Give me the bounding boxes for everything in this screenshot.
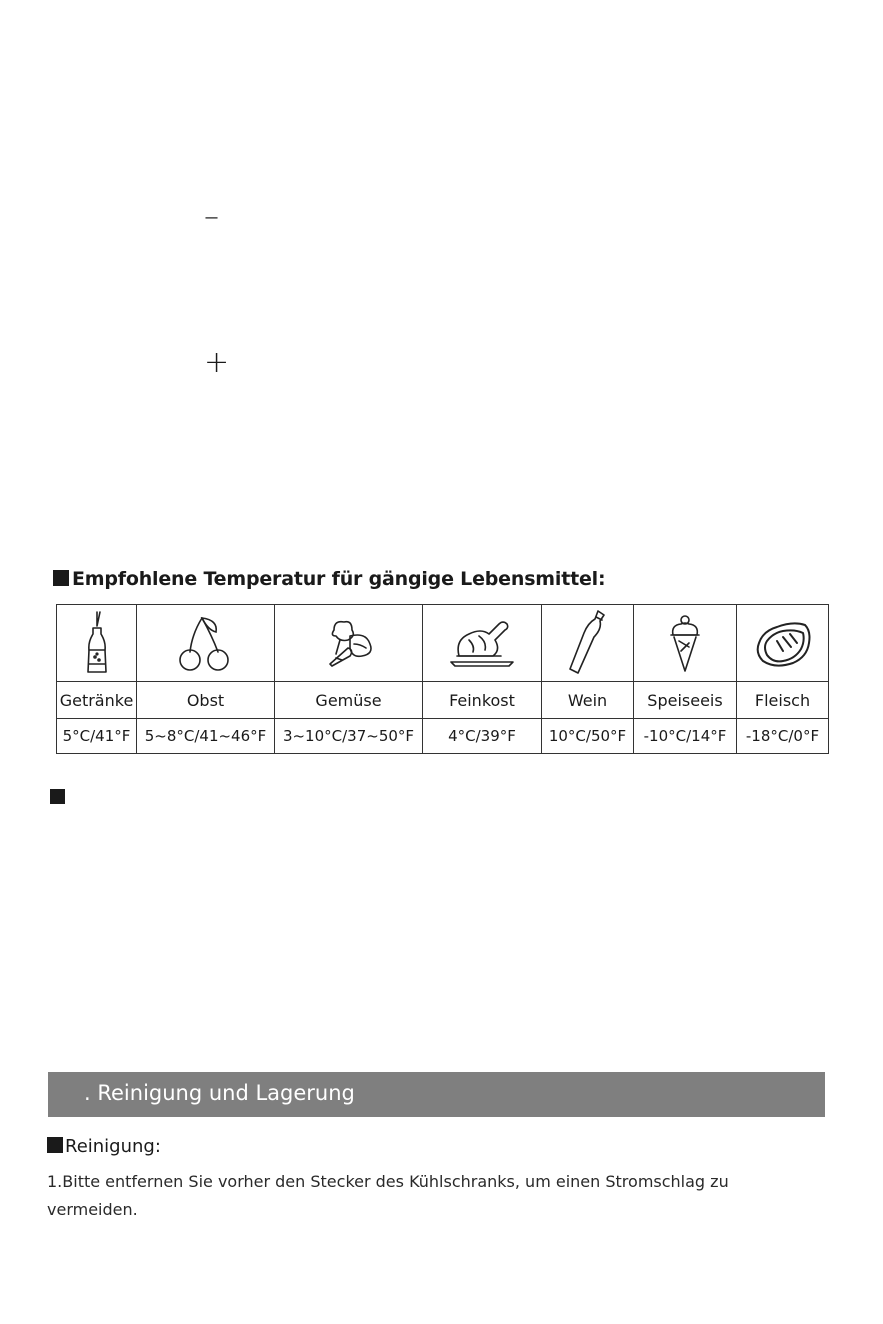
minus-symbol: – [204, 199, 219, 234]
temperature-value-row [57, 719, 829, 754]
cleaning-heading-text: Reinigung: [65, 1136, 161, 1157]
temperature-cell: -10°C/14°F [634, 719, 737, 754]
food-name-cell: Fleisch [737, 682, 829, 719]
plus-symbol: + [204, 345, 230, 380]
bullet-square-icon [47, 1137, 63, 1153]
food-name-cell: Obst [137, 682, 275, 719]
steak-icon [737, 605, 829, 682]
recommended-heading-text: Empfohlene Temperatur für gängige Lebensmittel: [72, 568, 606, 590]
bullet-square-icon [53, 570, 69, 586]
section-title: . Reinigung und Lagerung [84, 1081, 355, 1105]
temperature-table [56, 604, 829, 754]
bullet-square-icon [50, 789, 65, 804]
section-header-bar [48, 1072, 825, 1117]
food-name-cell: Wein [542, 682, 634, 719]
drink-bottle-icon [57, 605, 137, 682]
icon-row [57, 605, 829, 682]
temperature-cell: 4°C/39°F [423, 719, 542, 754]
wine-bottle-icon [542, 605, 634, 682]
food-name-row [57, 682, 829, 719]
roast-chicken-icon [423, 605, 542, 682]
temperature-cell: 5~8°C/41~46°F [137, 719, 275, 754]
cherries-icon [137, 605, 275, 682]
temperature-cell: -18°C/0°F [737, 719, 829, 754]
food-name-cell: Speiseeis [634, 682, 737, 719]
cleaning-paragraph: 1.Bitte entfernen Sie vorher den Stecker des Kühlschranks, um einen Stromschlag zu vermeiden. [47, 1172, 729, 1219]
food-name-cell: Getränke [57, 682, 137, 719]
temperature-cell: 5°C/41°F [57, 719, 137, 754]
ice-cream-icon [634, 605, 737, 682]
cleaning-heading [47, 1136, 161, 1157]
temperature-cell: 3~10°C/37~50°F [275, 719, 423, 754]
food-name-cell: Gemüse [275, 682, 423, 719]
temperature-cell: 10°C/50°F [542, 719, 634, 754]
vegetables-icon [275, 605, 423, 682]
food-name-cell: Feinkost [423, 682, 542, 719]
recommended-temperature-heading [53, 568, 605, 590]
